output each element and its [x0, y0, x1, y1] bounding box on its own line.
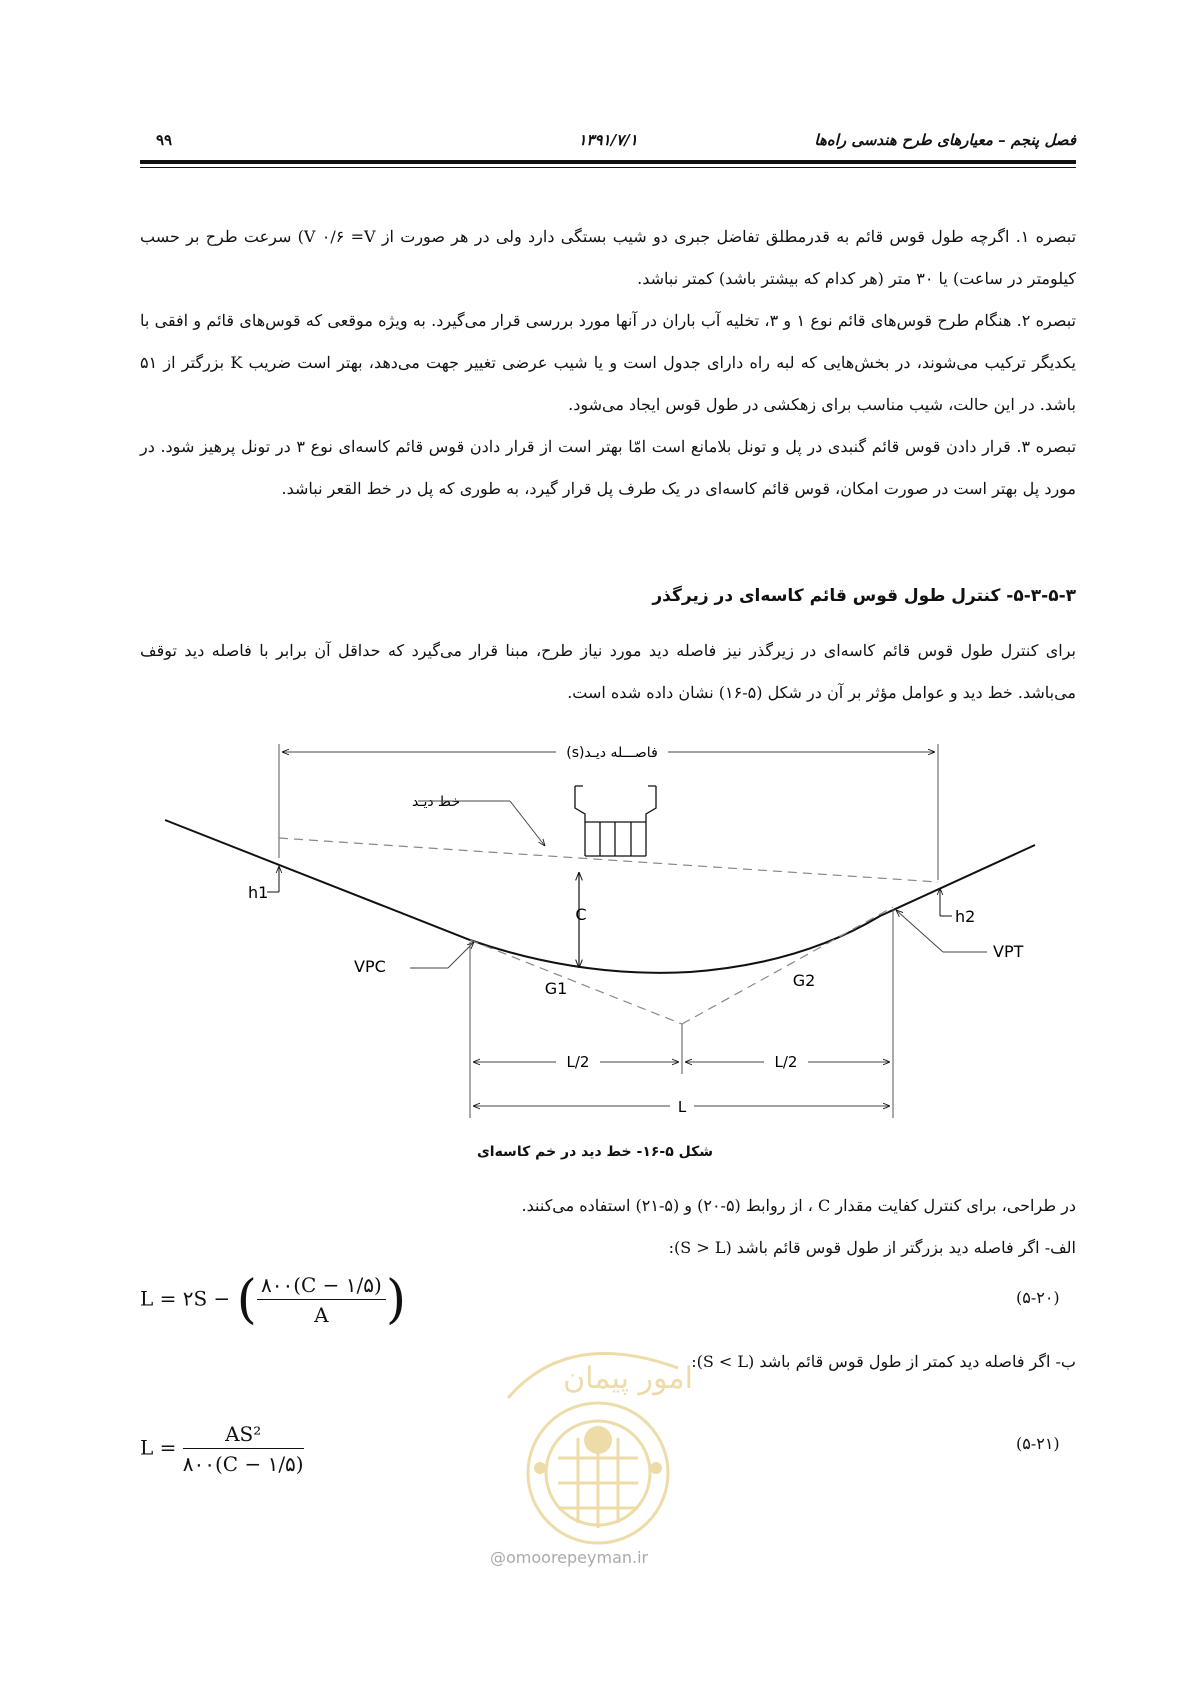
eq20-numerator: ۸۰۰(C − ۱/۵) [257, 1273, 386, 1300]
vpc-label: VPC [354, 957, 386, 976]
note-1: تبصره ۱. اگرچه طول قوس قائم به قدرمطلق تفاضل جبری دو شیب بستگی دارد ولی در هر صورت از V ۰/۶ =V) سرعت طرح بر حسب کیلومتر در ساعت) یا ۳۰ متر (هر کدام که بیشتر باشد) کمتر نباشد. [140, 227, 1077, 288]
figure-caption: شکل ۵-۱۶- خط دید در خم کاسه‌ای [476, 1144, 714, 1160]
vpt-leader [896, 910, 943, 952]
vpt-label: VPT [993, 942, 1024, 961]
header-date: ۱۳۹۱/۷/۱ [578, 131, 638, 149]
eq20-close-paren: ) [385, 1270, 407, 1330]
equations-intro: در طراحی، برای کنترل کفایت مقدار C ، از روابط (۵-۲۰) و (۵-۲۱) استفاده می‌کنند. [521, 1196, 1076, 1215]
eq20-open-paren: ( [236, 1270, 257, 1330]
grade-g1-label: G1 [544, 979, 568, 998]
eq20-number: (۵-۲۰) [1016, 1288, 1060, 1307]
eq21-numerator: AS² [183, 1422, 304, 1449]
clearance-label: C [575, 905, 587, 924]
grade-g2-label: G2 [792, 971, 816, 990]
case-a-text: الف- اگر فاصله دید بزرگتر از طول قوس قائم باشد (S > L): [668, 1238, 1076, 1257]
section-heading: ۵-۳-۵-۳- کنترل طول قوس قائم کاسه‌ای در زیرگذر [652, 586, 1076, 606]
eq20-fraction [257, 1273, 386, 1327]
h1-label: h1 [248, 883, 269, 902]
wm-logo-text: امور پیمان [563, 1361, 693, 1396]
note-2: تبصره ۲. هنگام طرح قوس‌های قائم نوع ۱ و ۳، تخلیه آب باران در آنها مورد بررسی قرار می‌گیرد. به ویژه موقعی که قوس‌های قائم و افقی با یکدیگر ترکیب می‌شوند، در بخش‌هایی که لبه راه دارای جدول است و یا شیب عرضی تغییر جهت می‌دهد، بهتر است ضریب K بزرگتر از ۵۱ باشد. در این حالت، شیب مناسب برای زهکشی در طول قوس ایجاد می‌شود. [140, 311, 1077, 414]
eq21-fraction [183, 1422, 304, 1476]
eq21-number: (۵-۲۱) [1016, 1434, 1060, 1453]
overpass-bridge [575, 786, 656, 856]
equation-20 [140, 1270, 406, 1330]
sight-distance-label: فاصـــله دیـد(s) [566, 745, 658, 761]
eq20-lhs: L = ۲S − [140, 1286, 231, 1311]
eq21-denominator: ۸۰۰(C − ۱/۵) [182, 1452, 304, 1476]
h2-label: h2 [955, 907, 976, 926]
wm-left-badge [534, 1462, 546, 1474]
page-number: ۹۹ [156, 131, 173, 149]
grade-g1-line [470, 940, 682, 1024]
case-b-text: ب- اگر فاصله دید کمتر از طول قوس قائم باشد (S < L): [691, 1352, 1076, 1371]
half-length-label-1: L/2 [566, 1053, 590, 1071]
length-label: L [677, 1098, 687, 1116]
eq20-denominator: A [314, 1303, 329, 1327]
chapter-title: فصل پنجم – معیارهای طرح هندسی راه‌ها [814, 131, 1076, 149]
sight-line-leader [510, 801, 545, 846]
note-3: تبصره ۳. قرار دادن قوس قائم گنبدی در پل و تونل بلامانع است امّا بهتر است از قرار دادن قوس قائم کاسه‌ای نوع ۳ در تونل پرهیز شود. در مورد پل بهتر است در صورت امکان، قوس قائم کاسه‌ای در یک طرف پل قرار گیرد، به طوری که پل در خط القعر نباشد. [140, 437, 1077, 498]
sight-line [279, 838, 938, 882]
sight-line-label: خط دیـد [412, 794, 460, 810]
wm-center-badge [584, 1426, 612, 1454]
eq21-lhs: L = [140, 1435, 177, 1460]
section-body: برای کنترل طول قوس قائم کاسه‌ای در زیرگذر نیز فاصله دید مورد نیاز طرح، مبنا قرار می‌گیرد که حداقل آن برابر با فاصله دید توقف می‌باشد. خط دید و عوامل مؤثر بر آن در شکل (۵-۱۶) نشان داده شده است. [140, 641, 1076, 702]
half-length-label-2: L/2 [774, 1053, 798, 1071]
wm-right-badge [650, 1462, 662, 1474]
equation-21 [140, 1422, 304, 1476]
watermark-site: @omoorepeyman.ir [490, 1548, 649, 1567]
watermark-logo [478, 1308, 718, 1578]
grade-g2-line [682, 907, 893, 1024]
